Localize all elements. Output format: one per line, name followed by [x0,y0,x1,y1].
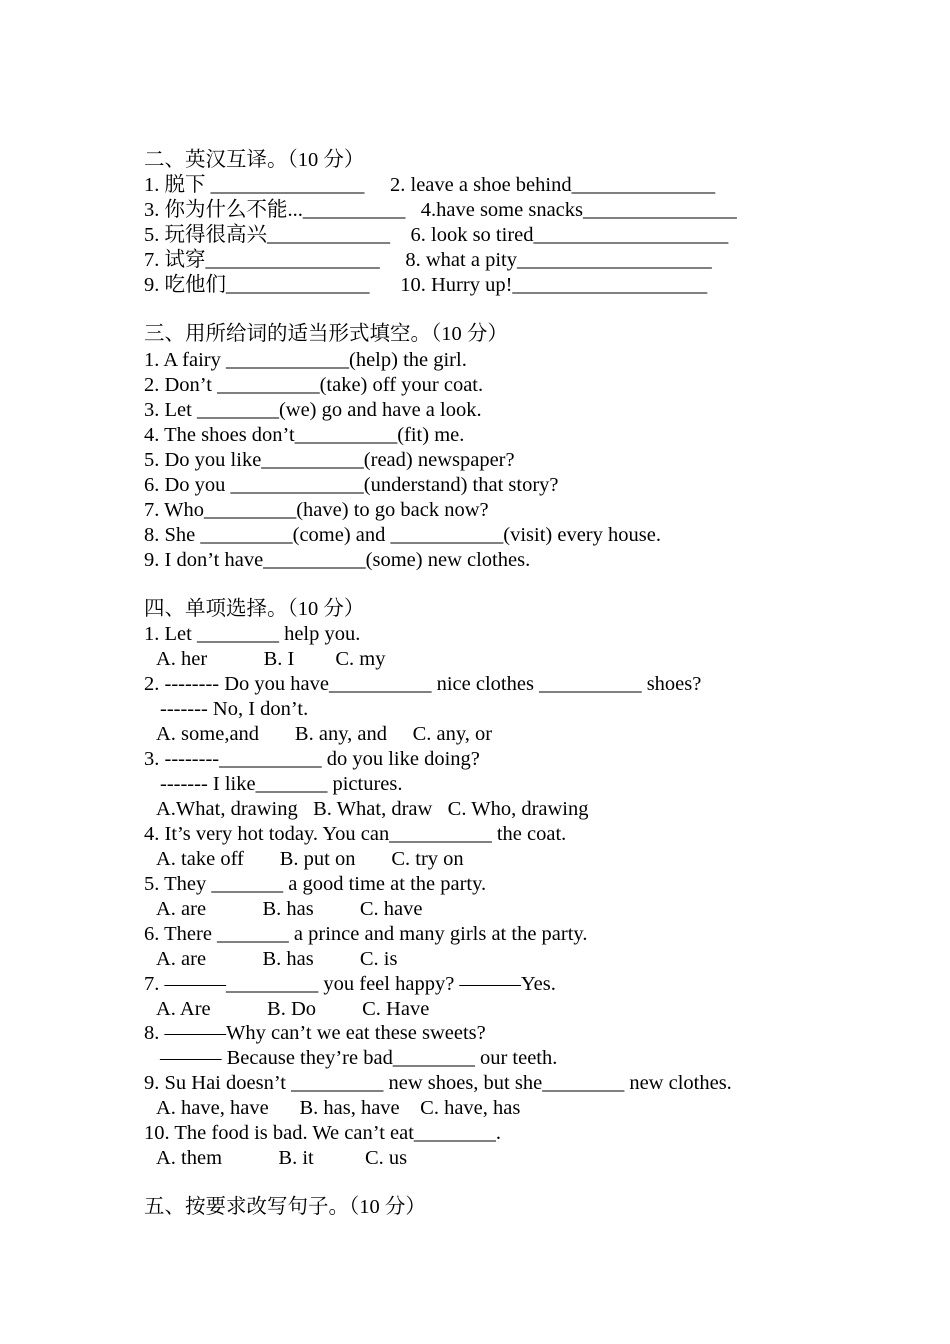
section2-heading: 二、英汉互译。（10 分） [144,149,365,171]
options-line: A. her B. I C. my [156,648,386,670]
section5-heading: 五、按要求改写句子。（10 分） [144,1196,426,1218]
section2-line-5: 9. 吃他们______________ 10. Hurry up!___________________ [144,274,708,296]
section2-line-4: 7. 试穿_________________ 8. what a pity___________________ [144,249,712,271]
question-line: 2. -------- Do you have__________ nice clothes __________ shoes? [144,673,702,695]
section3-line-4: 4. The shoes don’t__________(fit) me. [144,424,465,446]
options-line: A. are B. has C. is [156,948,398,970]
options-line: A. take off B. put on C. try on [156,848,464,870]
section3-line-2: 2. Don’t __________(take) off your coat. [144,374,484,396]
section3-line-5: 5. Do you like__________(read) newspaper? [144,449,515,471]
dialogue-line: ------- No, I don’t. [160,698,309,720]
section3-line-9: 9. I don’t have__________(some) new clothes. [144,549,531,571]
options-line: A.What, drawing B. What, draw C. Who, drawing [156,798,589,820]
section3-line-6: 6. Do you _____________(understand) that story? [144,474,559,496]
dialogue-line: ------- I like_______ pictures. [160,773,403,795]
section2-line-3: 5. 玩得很高兴____________ 6. look so tired___________________ [144,224,729,246]
question-line: 5. They _______ a good time at the party. [144,873,487,895]
question-line: 4. It’s very hot today. You can__________ the coat. [144,823,567,845]
options-line: A. some,and B. any, and C. any, or [156,723,493,745]
section3-line-7: 7. Who_________(have) to go back now? [144,499,489,521]
dialogue-line: ——— Because they’re bad________ our teeth. [160,1047,558,1069]
section2-line-1: 1. 脱下 _______________ 2. leave a shoe behind______________ [144,174,716,196]
question-line: 8. ———Why can’t we eat these sweets? [144,1022,486,1044]
options-line: A. have, have B. has, have C. have, has [156,1097,521,1119]
question-line: 10. The food is bad. We can’t eat________. [144,1122,502,1144]
question-line: 7. ———_________ you feel happy? ———Yes. [144,973,556,995]
question-line: 3. --------__________ do you like doing? [144,748,480,770]
section3-line-8: 8. She _________(come) and ___________(visit) every house. [144,524,661,546]
question-line: 9. Su Hai doesn’t _________ new shoes, but she________ new clothes. [144,1072,732,1094]
options-line: A. them B. it C. us [156,1147,408,1169]
section4-heading: 四、单项选择。（10 分） [144,598,365,620]
section2-line-2: 3. 你为什么不能...__________ 4.have some snacks_______________ [144,199,737,221]
options-line: A. are B. has C. have [156,898,423,920]
options-line: A. Are B. Do C. Have [156,998,430,1020]
section3-heading: 三、用所给词的适当形式填空。（10 分） [144,323,508,345]
section3-line-3: 3. Let ________(we) go and have a look. [144,399,482,421]
section3-line-1: 1. A fairy ____________(help) the girl. [144,349,467,371]
question-line: 1. Let ________ help you. [144,623,361,645]
question-line: 6. There _______ a prince and many girls at the party. [144,923,588,945]
